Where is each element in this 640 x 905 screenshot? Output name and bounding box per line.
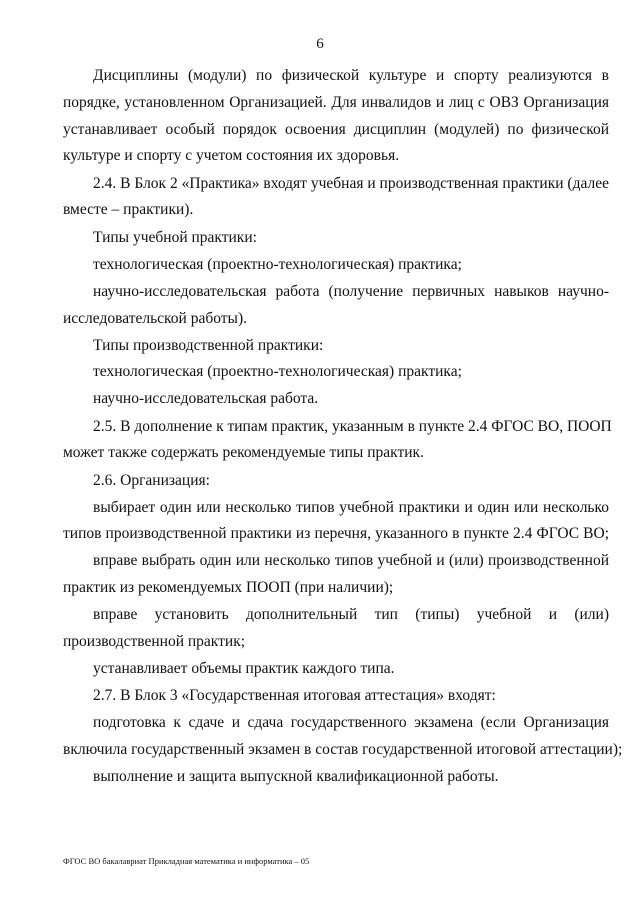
text-line: вправе выбрать один или несколько типов учебной и (или) производственной — [93, 552, 609, 569]
text-line: практик из рекомендуемых ПООП (при наличии); — [63, 579, 394, 596]
text-line: Дисциплины (модули) по физической культуре и спорту реализуются в — [93, 67, 609, 84]
text-line: 2.5. В дополнение к типам практик, указанным в пункте 2.4 ФГОС ВО, ПООП — [93, 418, 612, 435]
text-line: может также содержать рекомендуемые типы практик. — [63, 444, 424, 461]
text-line: Типы учебной практики: — [93, 229, 257, 246]
page-number: 6 — [316, 36, 324, 52]
text-line: производственной практик; — [63, 633, 246, 650]
text-line: 2.7. В Блок 3 «Государственная итоговая аттестация» входят: — [93, 687, 496, 704]
document-footer: ФГОС ВО бакалавриат Прикладная математика и информатика – 05 — [63, 856, 310, 866]
text-line: вправе установить дополнительный тип (типы) учебной и (или) — [93, 606, 609, 623]
text-line: выбирает один или несколько типов учебной практики и один или несколько — [93, 499, 609, 516]
text-line: вместе – практики). — [63, 201, 194, 218]
text-line: научно-исследовательская работа. — [93, 390, 319, 407]
text-line: 2.4. В Блок 2 «Практика» входят учебная и производственная практики (далее — [93, 175, 609, 192]
text-line: устанавливает особый порядок освоения дисциплин (модулей) по физической — [63, 121, 609, 138]
text-line: выполнение и защита выпускной квалификационной работы. — [93, 768, 499, 785]
text-line: культуре и спорту с учетом состояния их здоровья. — [63, 147, 400, 164]
text-line: устанавливает объемы практик каждого типа. — [93, 660, 395, 677]
text-line: подготовка к сдаче и сдача государственного экзамена (если Организация — [93, 714, 609, 731]
text-line: Типы производственной практики: — [93, 337, 324, 354]
text-line: исследовательской работы). — [63, 310, 247, 327]
text-line: типов производственной практики из перечня, указанного в пункте 2.4 ФГОС ВО; — [63, 525, 609, 542]
text-line: порядке, установленном Организацией. Для инвалидов и лиц с ОВЗ Организация — [63, 94, 609, 111]
text-line: технологическая (проектно-технологическая) практика; — [93, 256, 462, 273]
text-line: научно-исследовательская работа (получение первичных навыков научно- — [93, 283, 609, 300]
text-line: включила государственный экзамен в состав государственной итоговой аттестации); — [63, 741, 623, 758]
text-line: 2.6. Организация: — [93, 472, 210, 489]
text-line: технологическая (проектно-технологическая) практика; — [93, 363, 462, 380]
